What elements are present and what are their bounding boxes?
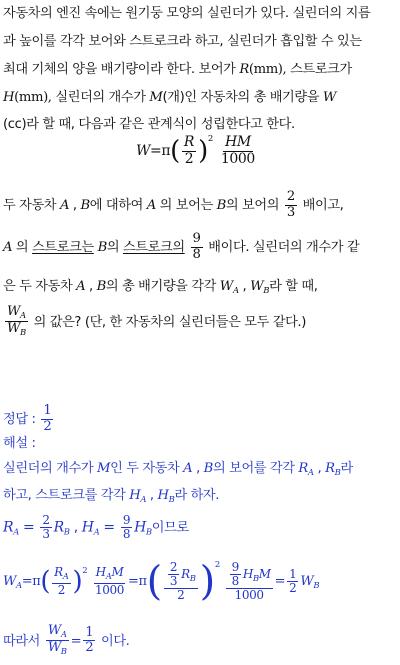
answer-line: 정답 : $\frac{1}{2}$ [3,403,52,434]
problem-line-9: $\frac{W_A}{W_B}$ 의 값은? (단, 한 자동차의 실린더들은 모두 같다.) [7,304,306,339]
problem-line-2: 과 높이를 각각 보어와 스트로크라 하고, 실린더가 흡입할 수 있는 [3,34,362,49]
problem-line-8: 은 두 자동차 A , B의 총 배기량을 각각 $W_A$ , $W_B$라 할 때, [3,279,318,296]
formula-main: W=π( $\frac{R}{2}$ )$^2$ $\frac{HM}{1000}$ [136,134,255,167]
problem-line-7: A 의 스트로크는 B의 스트로크의 $\frac{9}{8}$ 배이다. 실린더의 개수가 같 [3,231,360,262]
explanation-conclusion: 따라서 $\frac{W_A}{W_B}$ = $\frac{1}{2}$ 이다. [3,623,130,658]
problem-line-6: 두 자동차 A , B에 대하여 A 의 보어는 B의 보어의 $\frac{2}{3}$ 배이고, [3,189,344,220]
problem-line-5: (cc)라 할 때, 다음과 같은 관계식이 성립한다고 한다. [3,117,295,132]
problem-line-4: H(mm), 실린더의 개수가 M(개)인 자동차의 총 배기량을 W [3,90,337,105]
explanation-line-1: 실린더의 개수가 M인 두 자동차 A , B의 보어를 각각 $R_A$ , $R_B$라 [3,461,353,478]
explanation-label: 해설 : [3,436,36,451]
explanation-line-2: 하고, 스트로크를 각각 $H_A$ , $H_B$라 하자. [3,488,220,505]
explanation-formula: $W_A=\pi$( $\frac{R_A}{2}$ )$^2$ $\frac{H_AM}{1000}$ =π( $\frac{2}{3}$ $R_B$ 2 )$^2$ $\frac{9}{8}$ $H_BM$ 1000 = $\frac{1}{2}$ $W_B$ [3,558,320,605]
problem-line-3: 최대 기체의 양을 배기량이라 한다. 보어가 R(mm), 스트로크가 [3,62,352,77]
explanation-line-3: $R_A$ = $\frac{2}{3}$ $R_B$ , $H_A$ = $\frac{9}{8}$ $H_B$이므로 [3,513,189,542]
problem-line-1: 자동차의 엔진 속에는 원기둥 모양의 실린더가 있다. 실린더의 지름 [3,6,371,21]
